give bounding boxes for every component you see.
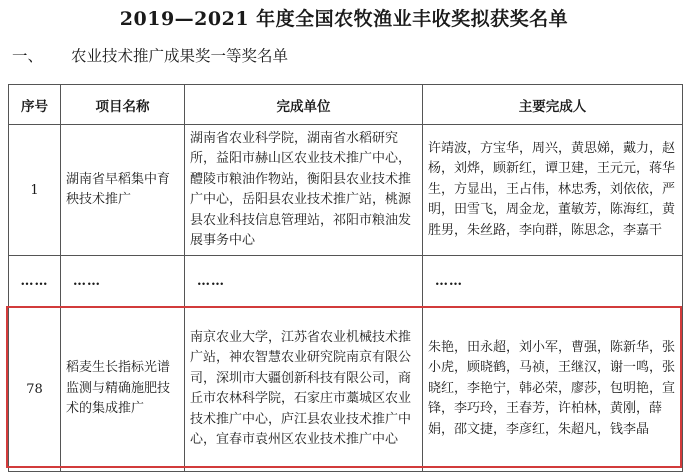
row-members: 许靖波，方宝华，周兴，黄思娣，戴力，赵杨，刘烨，顾新红，谭卫建，王元元，蒋华生，方显出，王占伟，林忠秀，刘依依，严明，田雪飞，周金龙，董敏芳，陈海红，黄胜男，朱丝路，李向群，陈思念，李嘉干: [423, 125, 683, 256]
row-project: ……: [61, 256, 185, 307]
award-table: [8, 84, 683, 472]
header-index: 序号: [9, 85, 61, 125]
header-project: 项目名称: [61, 85, 185, 125]
table-row-ellipsis: [9, 256, 683, 307]
row-members: 朱艳，田永超，刘小军，曹强，陈新华，张小虎，顾晓鹤，马祯，王继汉，谢一鸣，张晓红，李艳宁，韩必荣，廖莎，包明艳，宣锋，李巧玲，王春芳，许柏林，黄刚，薛娟，邵文捷，李彦红，朱超凡，钱李晶: [423, 307, 683, 472]
section-heading: [12, 44, 288, 66]
row-members: ……: [423, 256, 683, 307]
row-project: 湖南省早稻集中育秧技术推广: [61, 125, 185, 256]
row-index: ……: [9, 256, 61, 307]
row-index: 78: [9, 307, 61, 472]
document-title: 2019—2021 年度全国农牧渔业丰收奖拟获奖名单: [119, 8, 569, 30]
table-row-highlighted: [9, 307, 683, 472]
table-header-row: [9, 85, 683, 125]
table-row: [9, 125, 683, 256]
row-units: ……: [185, 256, 423, 307]
row-units: 湖南省农业科学院，湖南省水稻研究所，益阳市赫山区农业技术推广中心，醴陵市粮油作物站，衡阳县农业技术推广中心，岳阳县农业技术推广站，桃源县农业科技信息管理站，祁阳市粮油发展事务中心: [185, 125, 423, 256]
header-units: 完成单位: [185, 85, 423, 125]
row-units: 南京农业大学，江苏省农业机械技术推广站，神农智慧农业研究院南京有限公司，深圳市大疆创新科技有限公司，商丘市农林科学院，石家庄市藁城区农业技术推广中心，庐江县农业技术推广中心，宜春市袁州区农业技术推广中心: [185, 307, 423, 472]
section-number: 一、: [12, 47, 44, 65]
header-members: 主要完成人: [423, 85, 683, 125]
section-title: 农业技术推广成果奖一等奖名单: [70, 47, 288, 65]
row-index: 1: [9, 125, 61, 256]
row-project: 稻麦生长指标光谱监测与精确施肥技术的集成推广: [61, 307, 185, 472]
